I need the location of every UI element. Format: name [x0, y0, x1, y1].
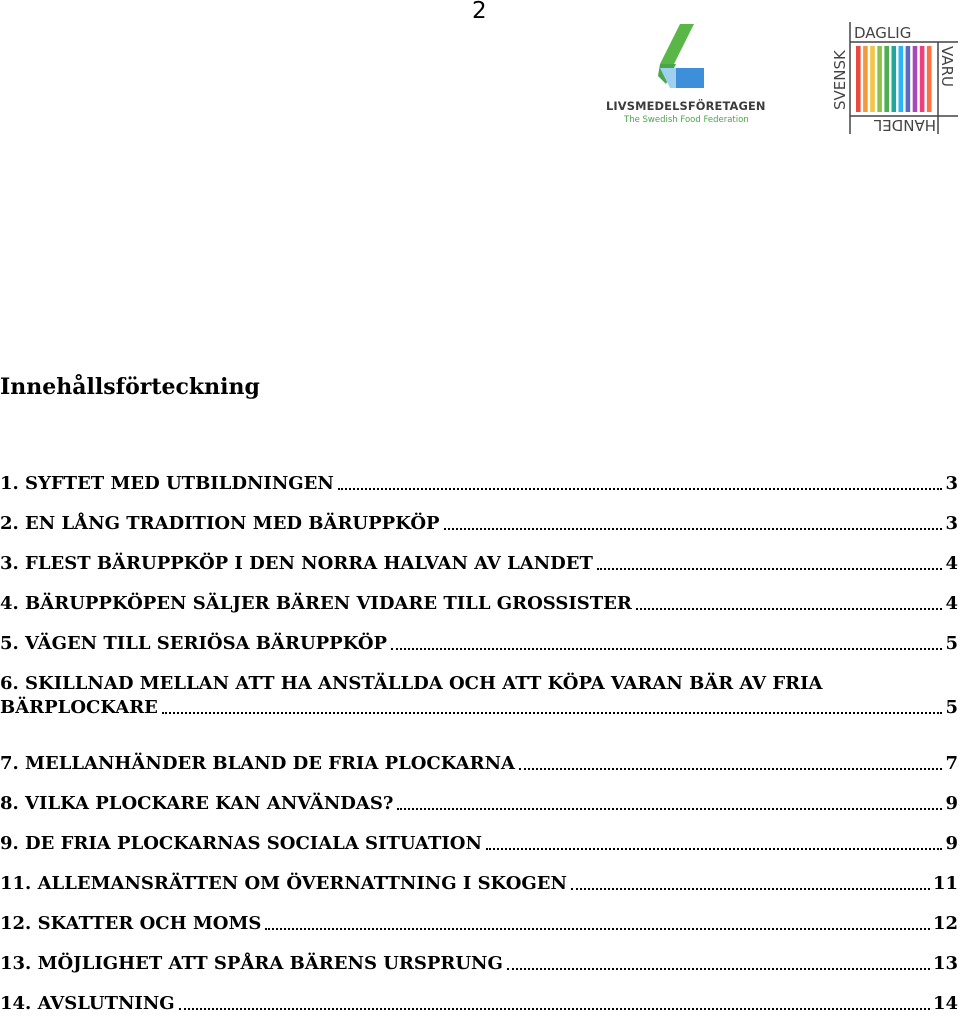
toc-item-text: 13. MÖJLIGHET ATT SPÅRA BÄRENS URSPRUNG: [0, 953, 503, 974]
toc-leader: [507, 968, 930, 970]
toc-item-text: 4. BÄRUPPKÖPEN SÄLJER BÄREN VIDARE TILL GROSSISTER: [0, 593, 632, 614]
toc-item-page: 12: [932, 913, 958, 934]
toc-leader: [486, 848, 943, 850]
toc-leader: [162, 712, 943, 714]
livsmedelsforetagen-logo: [604, 24, 764, 130]
sdh-color-bar: [856, 46, 861, 112]
toc-item[interactable]: [0, 776, 958, 816]
toc-leader: [571, 888, 930, 890]
toc-item-page: 14: [932, 993, 958, 1014]
sdh-word-handel: HANDEL: [873, 116, 936, 134]
sdh-color-bar: [927, 46, 932, 112]
toc-item-text: 14. AVSLUTNING: [0, 993, 175, 1014]
toc-item[interactable]: [0, 736, 958, 776]
toc-item-page: 3: [945, 473, 958, 494]
toc-item-text: 5. VÄGEN TILL SERIÖSA BÄRUPPKÖP: [0, 633, 388, 654]
sdh-color-bar: [906, 46, 911, 112]
toc-item[interactable]: [0, 672, 958, 736]
sdh-color-bar: [892, 46, 897, 112]
livsmedelsforetagen-mark-icon: [658, 24, 714, 90]
toc-item-text: 9. DE FRIA PLOCKARNAS SOCIALA SITUATION: [0, 833, 482, 854]
sdh-color-bar: [913, 46, 918, 112]
toc-item[interactable]: [0, 856, 958, 896]
toc-item[interactable]: [0, 616, 958, 656]
livsmedelsforetagen-tagline: The Swedish Food Federation: [624, 115, 749, 125]
sdh-word-varu: VARU: [938, 46, 956, 87]
toc-leader: [179, 1008, 930, 1010]
toc-item-text: 1. SYFTET MED UTBILDNINGEN: [0, 473, 334, 494]
toc-item[interactable]: [0, 536, 958, 576]
toc-item-page: 7: [945, 753, 958, 774]
svensk-dagligvaruhandel-mark-icon: [830, 20, 960, 138]
toc-leader: [265, 928, 930, 930]
toc-leader: [391, 648, 942, 650]
toc-leader: [597, 568, 943, 570]
toc-item[interactable]: [0, 456, 958, 496]
page-number: 2: [472, 0, 487, 24]
sdh-color-bar: [877, 46, 882, 112]
toc-item-text: 3. FLEST BÄRUPPKÖP I DEN NORRA HALVAN AV LANDET: [0, 553, 593, 574]
toc-item-text: 7. MELLANHÄNDER BLAND DE FRIA PLOCKARNA: [0, 753, 516, 774]
toc-title: Innehållsförteckning: [0, 374, 260, 400]
toc-item[interactable]: [0, 496, 958, 536]
toc-leader: [636, 608, 943, 610]
toc-item-continuation: [0, 696, 958, 720]
sdh-word-daglig: DAGLIG: [854, 24, 912, 42]
toc-item[interactable]: [0, 976, 958, 1016]
toc-item-page: 13: [932, 953, 958, 974]
toc-item-text-cont: BÄRPLOCKARE: [0, 697, 158, 718]
sdh-color-bar: [920, 46, 925, 112]
livsmedelsforetagen-name: LIVSMEDELSFÖRETAGEN: [606, 99, 766, 113]
toc-item-page: 3: [945, 513, 958, 534]
toc-item-page: 4: [945, 553, 958, 574]
toc-leader: [444, 528, 943, 530]
sdh-word-svensk: SVENSK: [831, 50, 849, 110]
toc-item-page: 5: [945, 633, 958, 654]
svensk-dagligvaruhandel-logo: [830, 20, 960, 138]
toc-item[interactable]: [0, 896, 958, 936]
sdh-color-bar: [884, 46, 889, 112]
toc-item[interactable]: [0, 816, 958, 856]
toc-item-page: 4: [945, 593, 958, 614]
sdh-color-bar: [863, 46, 868, 112]
toc-leader: [338, 488, 943, 490]
toc-item-text: 8. VILKA PLOCKARE KAN ANVÄNDAS?: [0, 793, 394, 814]
sdh-color-bar: [870, 46, 875, 112]
toc-item[interactable]: [0, 576, 958, 616]
toc-item-page: 9: [945, 833, 958, 854]
toc-leader: [519, 768, 942, 770]
toc-item-text: 2. EN LÅNG TRADITION MED BÄRUPPKÖP: [0, 513, 440, 534]
toc-list: [0, 456, 958, 1016]
toc-item-text: 11. ALLEMANSRÄTTEN OM ÖVERNATTNING I SKOGEN: [0, 873, 567, 894]
toc-leader: [397, 808, 942, 810]
toc-item[interactable]: [0, 936, 958, 976]
toc-item-text: 12. SKATTER OCH MOMS: [0, 913, 262, 934]
toc-item-page: 11: [932, 873, 958, 894]
sdh-color-bar: [899, 46, 904, 112]
toc-item-text: 6. SKILLNAD MELLAN ATT HA ANSTÄLLDA OCH ATT KÖPA VARAN BÄR AV FRIA: [0, 673, 823, 694]
toc-item-page: 5: [945, 697, 958, 718]
toc-item-page: 9: [945, 793, 958, 814]
